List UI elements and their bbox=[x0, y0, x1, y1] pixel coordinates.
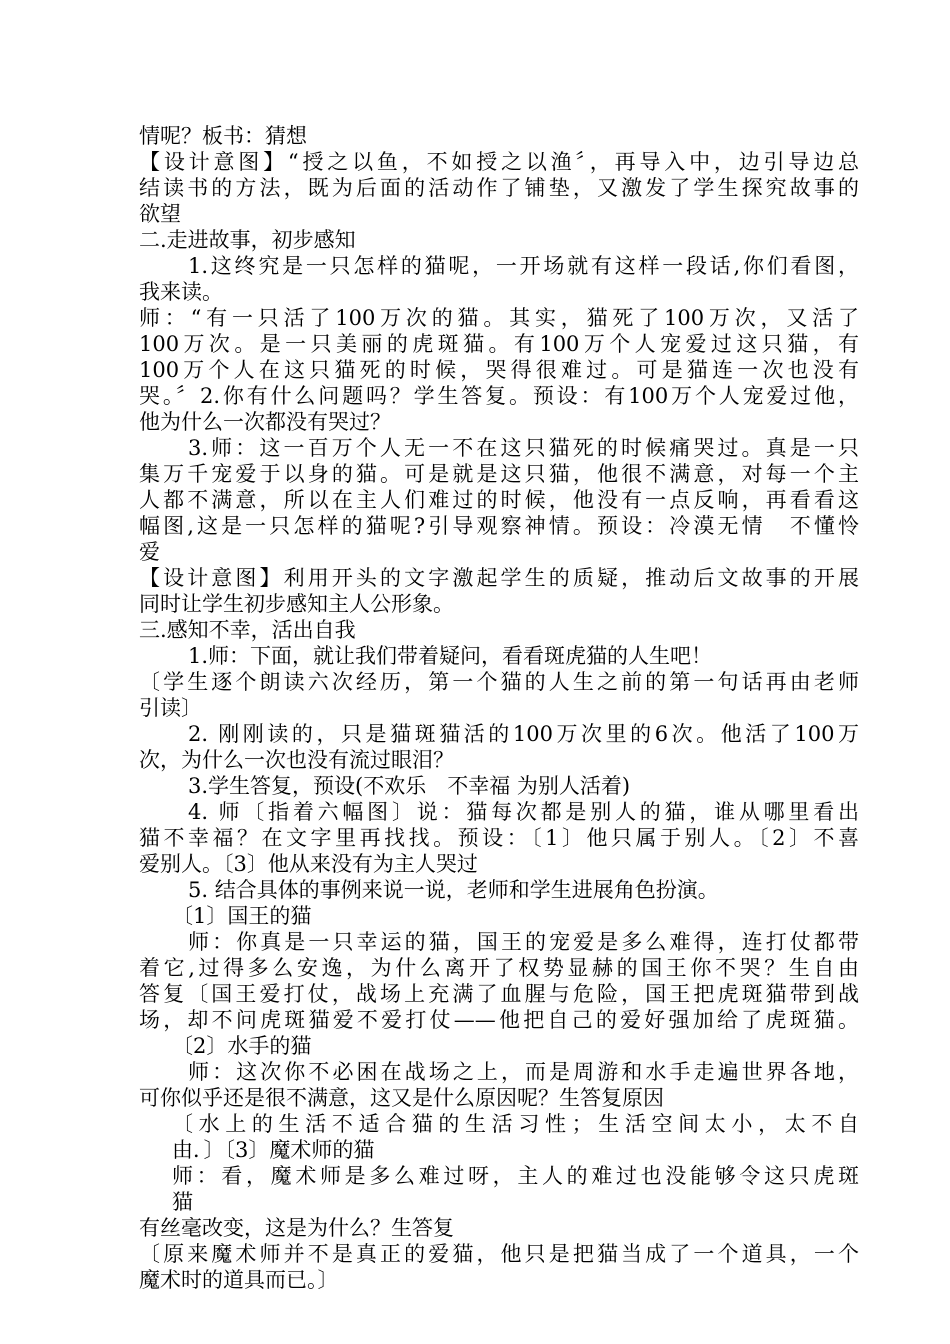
text-line: 引读〕 bbox=[139, 696, 202, 720]
text-line: 4. 师〔指着六幅图〕说：猫每次都是别人的猫，谁从哪里看出 bbox=[188, 800, 859, 824]
section-heading: 三.感知不幸，活出自我 bbox=[139, 618, 356, 642]
text-line: 100万次。是一只美丽的虎斑猫。有100万个人宠爱过这只猫，有 bbox=[139, 332, 859, 356]
text-line: 魔术时的道具而已。〕 bbox=[139, 1268, 339, 1292]
text-line: 哭。〞2.你有什么问题吗？学生答复。预设：有100万个人宠爱过他， bbox=[139, 384, 859, 408]
text-line: 猫不幸福？在文字里再找找。预设：〔1〕他只属于别人。〔2〕不喜 bbox=[139, 826, 859, 850]
text-line: 我来读。 bbox=[139, 280, 223, 304]
text-line: 场，却不问虎斑猫爱不爱打仗——他把自己的爱好强加给了虎斑猫。 bbox=[139, 1008, 859, 1032]
text-line: 爱 bbox=[139, 540, 160, 564]
text-line: 欲望 bbox=[139, 202, 181, 226]
text-line: 1.师：下面，就让我们带着疑问，看看斑虎猫的人生吧！ bbox=[188, 644, 713, 668]
text-line: 次，为什么一次也没有流过眼泪？ bbox=[139, 748, 454, 772]
text-line: 1.这终究是一只怎样的猫呢，一开场就有这样一段话,你们看图， bbox=[188, 254, 859, 278]
text-line: 〔1〕国王的猫 bbox=[172, 904, 312, 928]
text-line: 2. 刚刚读的，只是猫斑猫活的100万次里的6次。他活了100万 bbox=[188, 722, 859, 746]
text-line: 5. 结合具体的事例来说一说，老师和学生进展角色扮演。 bbox=[188, 878, 719, 902]
text-line: 人都不满意，所以在主人们难过的时候，他没有一点反响，再看看这 bbox=[139, 488, 859, 512]
section-heading: 二.走进故事，初步感知 bbox=[139, 228, 356, 252]
text-line: 〔学生逐个朗读六次经历，第一个猫的人生之前的第一句话再由老师 bbox=[139, 670, 859, 694]
text-line: 师：这次你不必困在战场之上，而是周游和水手走遍世界各地， bbox=[188, 1060, 859, 1084]
text-line: 100万个人在这只猫死的时候，哭得很难过。可是猫连一次也没有 bbox=[139, 358, 859, 382]
text-line: 由．〕〔3〕魔术师的猫 bbox=[172, 1138, 375, 1162]
text-line: 答复〔国王爱打仗，战场上充满了血腥与危险，国王把虎斑猫带到战 bbox=[139, 982, 859, 1006]
text-line: 3.师：这一百万个人无一不在这只猫死的时候痛哭过。真是一只 bbox=[188, 436, 859, 460]
text-line: 同时让学生初步感知主人公形象。 bbox=[139, 592, 454, 616]
text-line: 【设计意图】利用开头的文字激起学生的质疑，推动后文故事的开展 bbox=[139, 566, 859, 590]
text-line: 结读书的方法，既为后面的活动作了铺垫，又激发了学生探究故事的 bbox=[139, 176, 859, 200]
text-line: 他为什么一次都没有哭过？ bbox=[139, 410, 391, 434]
text-line: 幅图,这是一只怎样的猫呢?引导观察神情。预设：冷漠无情 不懂怜 bbox=[139, 514, 859, 538]
text-line: 猫 bbox=[172, 1190, 193, 1214]
text-line: 有丝毫改变，这是为什么？生答复 bbox=[139, 1216, 454, 1240]
text-line: 可你似乎还是很不满意，这又是什么原因呢？生答复原因 bbox=[139, 1086, 664, 1110]
text-line: 爱别人。〔3〕他从来没有为主人哭过 bbox=[139, 852, 478, 876]
text-line: 师：“有一只活了100万次的猫。其实，猫死了100万次，又活了 bbox=[139, 306, 859, 330]
text-line: 情呢？板书：猜想 bbox=[139, 124, 307, 148]
text-line: 师：看，魔术师是多么难过呀，主人的难过也没能够令这只虎斑 bbox=[172, 1164, 859, 1188]
text-line: 3.学生答复，预设(不欢乐 不幸福 为别人活着) bbox=[188, 774, 631, 798]
text-line: 【设计意图】“授之以鱼，不如授之以渔〞，再导入中，边引导边总 bbox=[139, 150, 859, 174]
text-line: 集万千宠爱于以身的猫。可是就是这只猫，他很不满意，对每一个主 bbox=[139, 462, 859, 486]
text-line: 〔2〕水手的猫 bbox=[172, 1034, 312, 1058]
text-line: 师：你真是一只幸运的猫，国王的宠爱是多么难得，连打仗都带 bbox=[188, 930, 859, 954]
text-line: 〔原来魔术师并不是真正的爱猫，他只是把猫当成了一个道具，一个 bbox=[139, 1242, 859, 1266]
text-line: 〔水上的生活不适合猫的生活习性；生活空间太小，太不自 bbox=[172, 1112, 859, 1136]
text-line: 着它,过得多么安逸，为什么离开了权势显赫的国王你不哭？生自由 bbox=[139, 956, 859, 980]
